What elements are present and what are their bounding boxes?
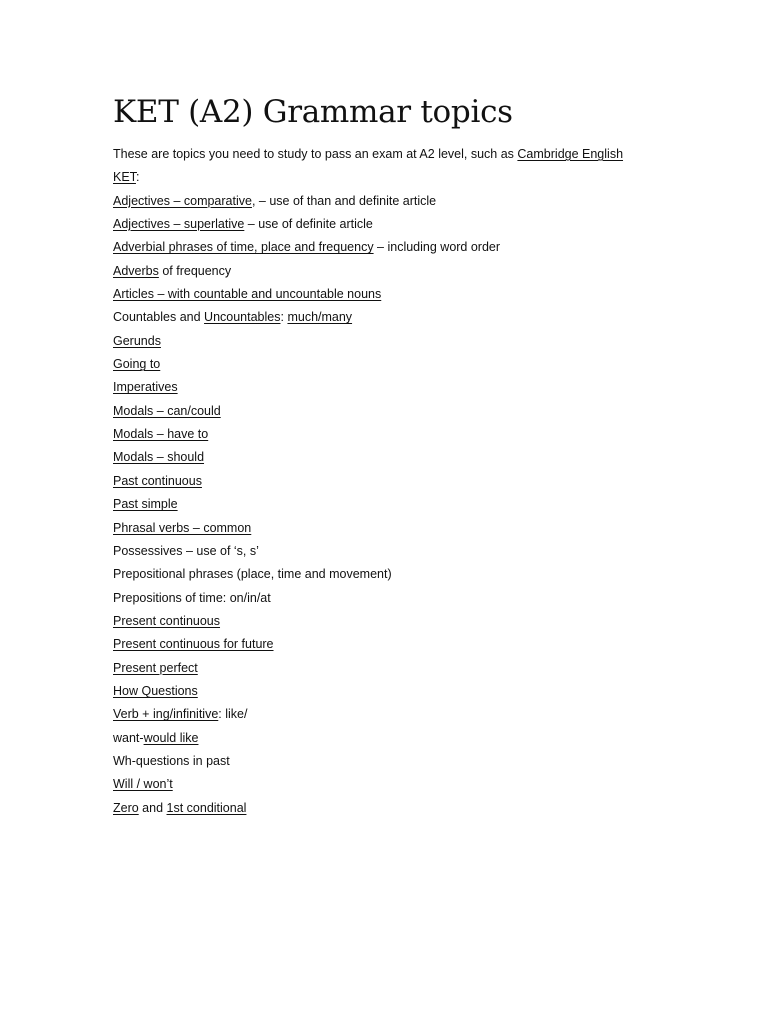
ket-link[interactable]: KET	[113, 170, 136, 185]
topic-link[interactable]: Adverbial phrases of time, place and frequency	[113, 240, 374, 255]
topic-link[interactable]: Articles – with countable and uncountable nouns	[113, 287, 382, 302]
topic-item	[113, 236, 673, 259]
topic-item	[113, 423, 673, 446]
intro-line-2	[113, 166, 673, 189]
topic-link[interactable]: Will / won’t	[113, 777, 173, 792]
topic-item	[113, 657, 673, 680]
topic-item	[113, 283, 673, 306]
cambridge-english-link[interactable]: Cambridge English	[517, 147, 624, 161]
intro-line	[113, 143, 673, 166]
topic-link[interactable]: Adverbs	[113, 263, 159, 278]
topic-link[interactable]: Past continuous	[113, 473, 202, 488]
topic-link[interactable]: Past simple	[113, 497, 178, 512]
topic-link[interactable]: Present continuous	[113, 613, 221, 628]
topic-item	[113, 190, 673, 213]
topic-link[interactable]: Going to	[113, 357, 161, 372]
topic-item	[113, 797, 673, 820]
topic-item	[113, 727, 673, 750]
topic-link[interactable]: How Questions	[113, 683, 198, 698]
topic-link[interactable]: would like	[143, 730, 199, 745]
topic-item	[113, 400, 673, 423]
topic-link[interactable]: Present perfect	[113, 660, 198, 675]
topic-item	[113, 610, 673, 633]
topic-link[interactable]: Adjectives – superlative	[113, 217, 245, 232]
topic-item	[113, 680, 673, 703]
topic-link[interactable]: Modals – should	[113, 450, 205, 465]
topic-text: : like/	[218, 707, 248, 722]
topic-item	[113, 540, 673, 563]
topic-item	[113, 213, 673, 236]
topic-text: Wh-questions in past	[113, 753, 230, 768]
page-title: KET (A2) Grammar topics	[113, 94, 513, 130]
topic-text: of frequency	[158, 263, 232, 278]
topic-text: Prepositional phrases (place, time and movement)	[113, 567, 392, 582]
topic-link[interactable]: 1st conditional	[166, 800, 247, 815]
topic-item	[113, 587, 673, 610]
topic-list	[113, 190, 673, 820]
topic-text: , – use of than and definite article	[251, 193, 437, 208]
topic-text: Possessives – use of ‘s, s’	[113, 543, 259, 558]
topic-text: Countables and	[113, 310, 205, 325]
topic-item	[113, 703, 673, 726]
topic-link[interactable]: much/many	[287, 310, 353, 325]
topic-item	[113, 563, 673, 586]
topic-item	[113, 493, 673, 516]
intro-colon: :	[135, 170, 140, 185]
topic-link[interactable]: Adjectives – comparative	[113, 193, 252, 208]
topic-link[interactable]: Imperatives	[113, 380, 178, 395]
topic-link[interactable]: Present continuous for future	[113, 637, 274, 652]
topic-text: – use of definite article	[244, 217, 373, 232]
topic-link[interactable]: Gerunds	[113, 333, 161, 348]
document-page	[113, 90, 673, 820]
topic-item	[113, 446, 673, 469]
topic-item	[113, 773, 673, 796]
topic-link[interactable]: Zero	[113, 800, 139, 815]
topic-item	[113, 376, 673, 399]
topic-text: Prepositions of time: on/in/at	[113, 590, 271, 605]
topic-item	[113, 517, 673, 540]
topic-link[interactable]: Phrasal verbs – common	[113, 520, 252, 535]
topic-text: want-	[113, 730, 144, 745]
topic-link[interactable]: Modals – can/could	[113, 403, 221, 418]
topic-item	[113, 260, 673, 283]
topic-item	[113, 633, 673, 656]
topic-link[interactable]: Uncountables	[204, 310, 281, 325]
intro-text: These are topics you need to study to pass an exam at A2 level, such as	[113, 147, 518, 161]
topic-item	[113, 330, 673, 353]
topic-item	[113, 306, 673, 329]
topic-text: :	[280, 310, 288, 325]
topic-item	[113, 470, 673, 493]
topic-text: – including word order	[373, 240, 501, 255]
topic-item	[113, 750, 673, 773]
topic-text: and	[138, 800, 167, 815]
topic-link[interactable]: Verb + ing/infinitive	[113, 707, 219, 722]
topic-item	[113, 353, 673, 376]
topic-link[interactable]: Modals – have to	[113, 427, 209, 442]
